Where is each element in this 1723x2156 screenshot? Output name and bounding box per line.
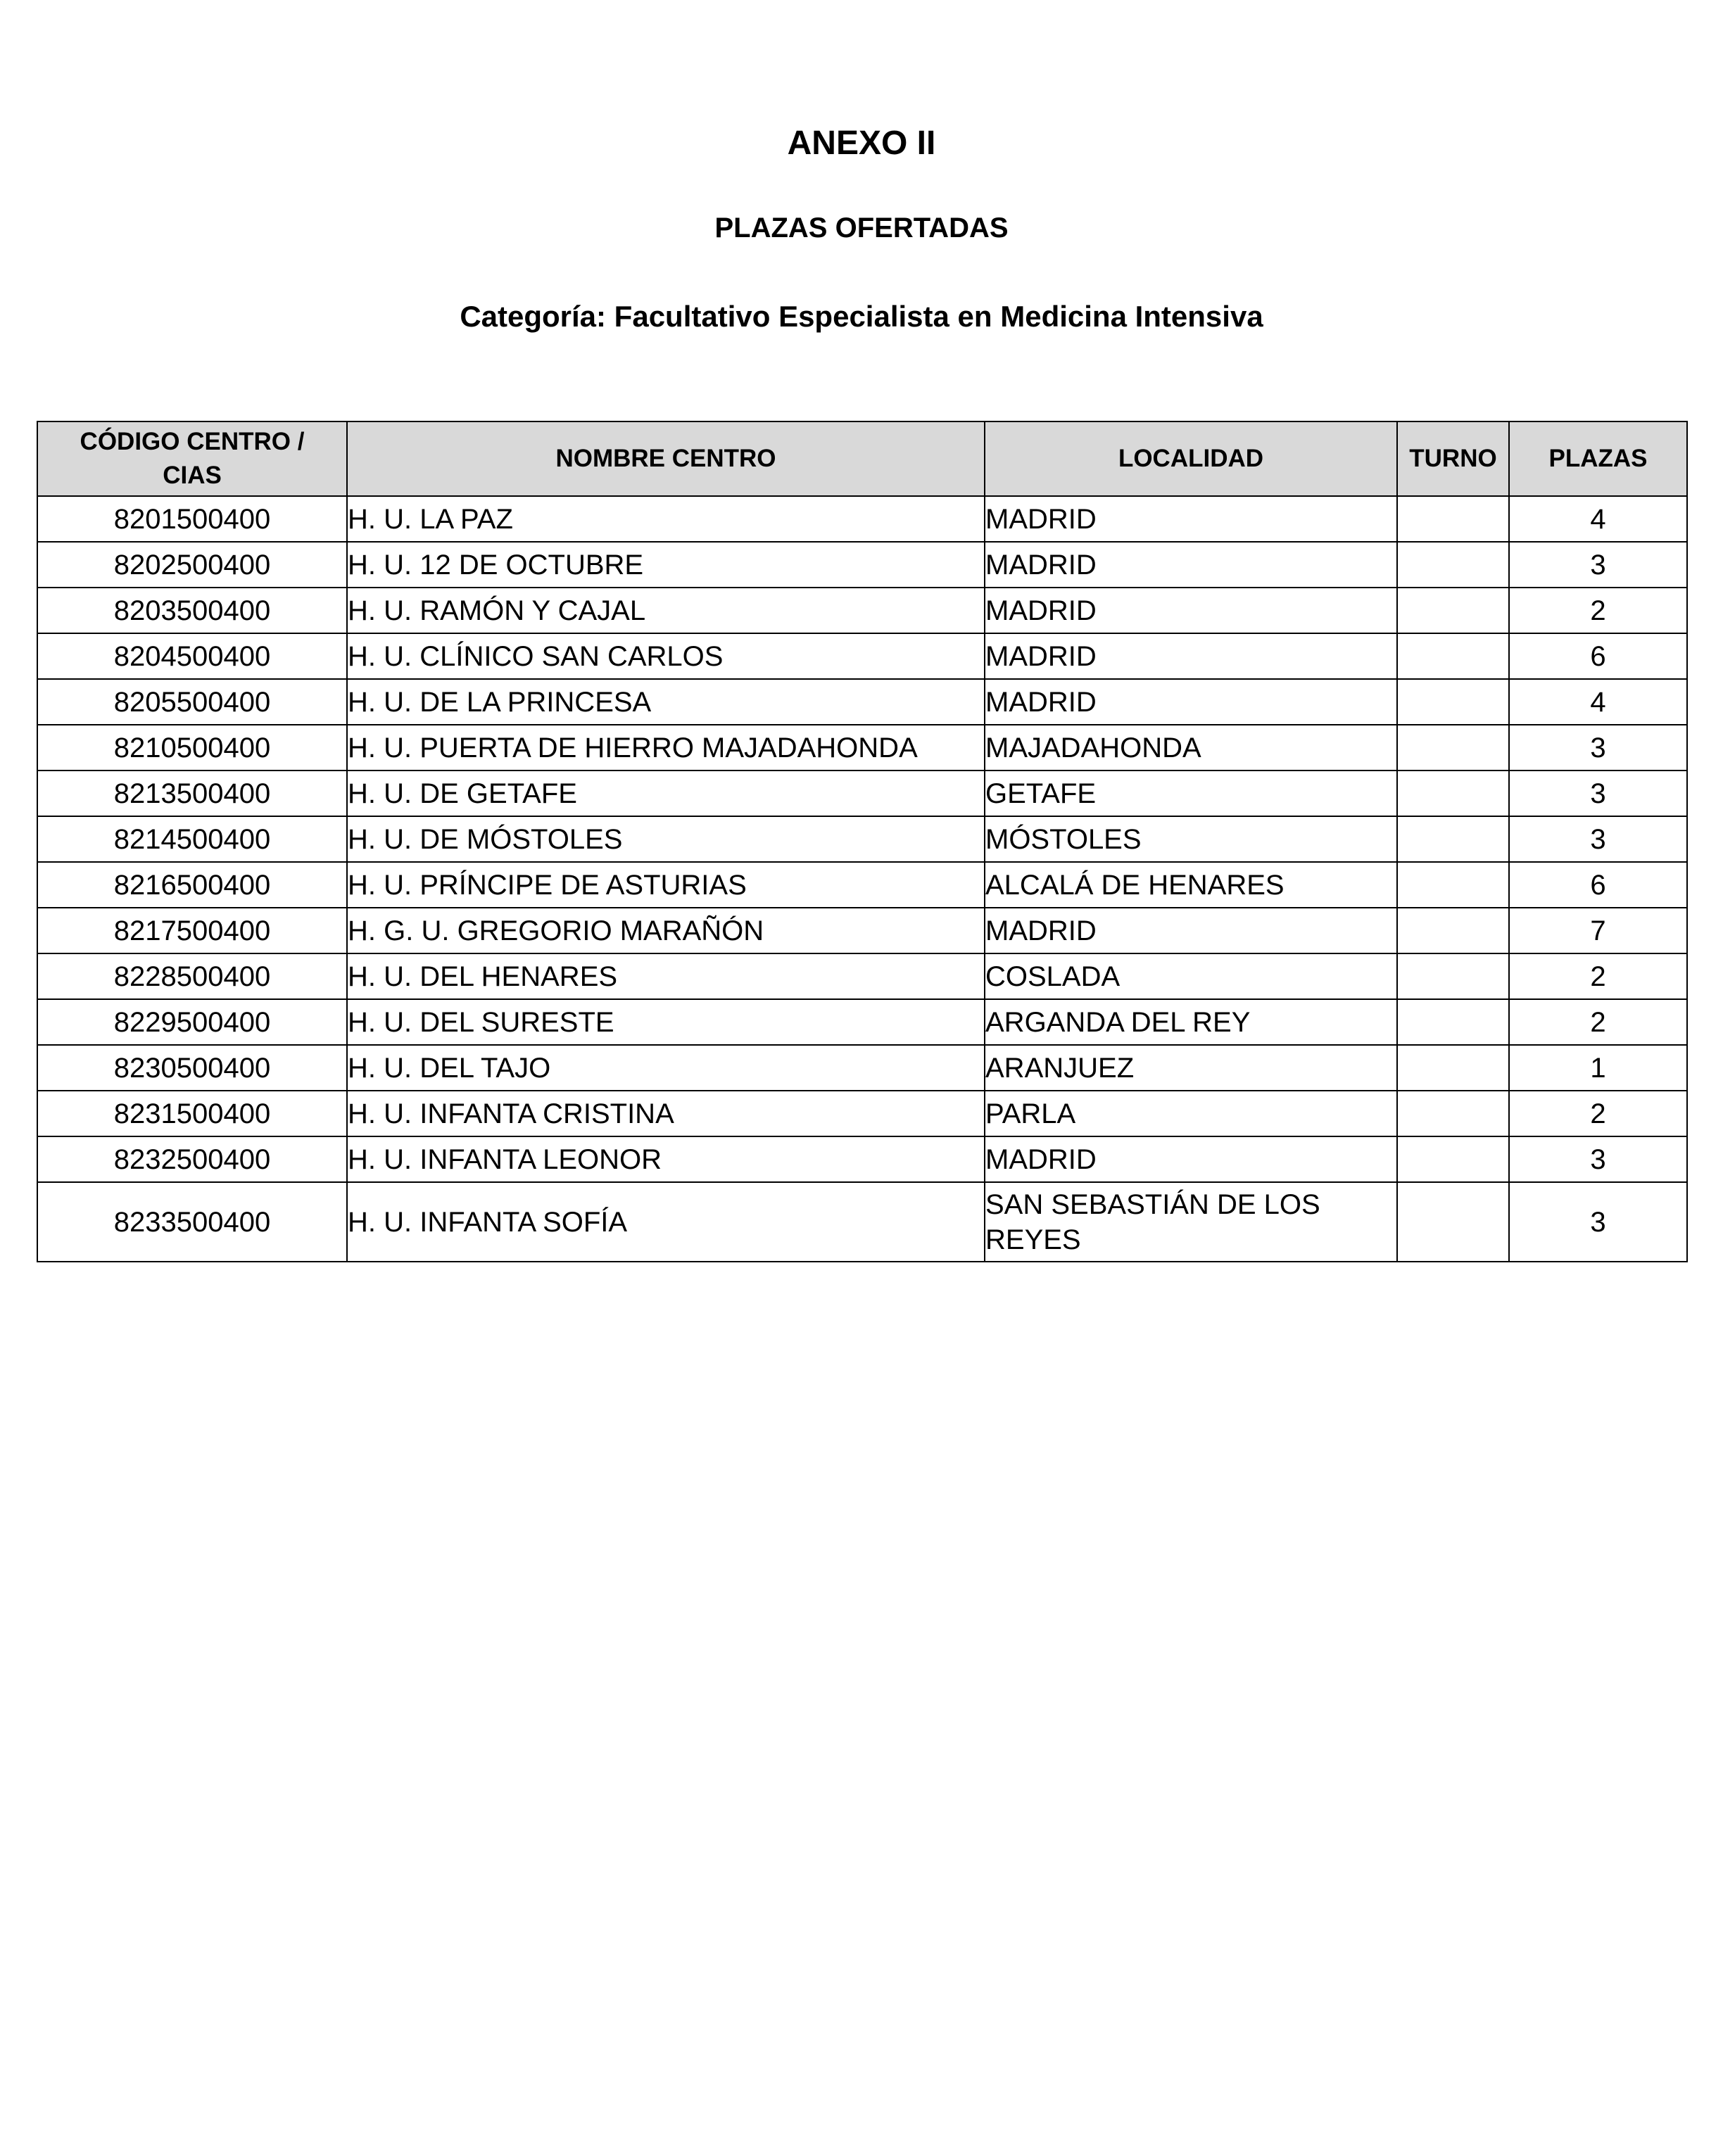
cell-localidad: GETAFE bbox=[985, 771, 1397, 816]
table-row bbox=[37, 953, 1687, 999]
cell-codigo: 8213500400 bbox=[37, 771, 347, 816]
cell-plazas: 6 bbox=[1509, 862, 1687, 908]
cell-codigo: 8210500400 bbox=[37, 725, 347, 771]
cell-nombre: H. U. DE GETAFE bbox=[347, 771, 985, 816]
cell-turno bbox=[1397, 496, 1509, 542]
cell-codigo: 8228500400 bbox=[37, 953, 347, 999]
cell-localidad: MADRID bbox=[985, 679, 1397, 725]
cell-nombre: H. U. DE MÓSTOLES bbox=[347, 816, 985, 862]
cell-codigo: 8231500400 bbox=[37, 1091, 347, 1136]
annex-title: ANEXO II bbox=[787, 125, 936, 162]
cell-codigo: 8201500400 bbox=[37, 496, 347, 542]
header-codigo: CÓDIGO CENTRO / CIAS bbox=[37, 421, 347, 496]
table-header bbox=[37, 421, 1687, 496]
cell-turno bbox=[1397, 1045, 1509, 1091]
header-turno: TURNO bbox=[1397, 421, 1509, 496]
cell-plazas: 2 bbox=[1509, 953, 1687, 999]
cell-plazas: 3 bbox=[1509, 542, 1687, 588]
table-row bbox=[37, 908, 1687, 953]
cell-nombre: H. U. 12 DE OCTUBRE bbox=[347, 542, 985, 588]
cell-plazas: 3 bbox=[1509, 1136, 1687, 1182]
cell-plazas: 3 bbox=[1509, 725, 1687, 771]
cell-localidad: COSLADA bbox=[985, 953, 1397, 999]
cell-localidad: MÓSTOLES bbox=[985, 816, 1397, 862]
cell-localidad: ALCALÁ DE HENARES bbox=[985, 862, 1397, 908]
header-row bbox=[37, 421, 1687, 496]
cell-localidad: MADRID bbox=[985, 908, 1397, 953]
cell-codigo: 8202500400 bbox=[37, 542, 347, 588]
cell-localidad: ARGANDA DEL REY bbox=[985, 999, 1397, 1045]
cell-plazas: 3 bbox=[1509, 1182, 1687, 1262]
cell-plazas: 2 bbox=[1509, 588, 1687, 633]
cell-plazas: 7 bbox=[1509, 908, 1687, 953]
table-row bbox=[37, 862, 1687, 908]
cell-nombre: H. G. U. GREGORIO MARAÑÓN bbox=[347, 908, 985, 953]
cell-localidad: MADRID bbox=[985, 633, 1397, 679]
cell-nombre: H. U. DEL HENARES bbox=[347, 953, 985, 999]
table-body bbox=[37, 496, 1687, 1262]
cell-localidad: SAN SEBASTIÁN DE LOS REYES bbox=[985, 1182, 1397, 1262]
cell-turno bbox=[1397, 908, 1509, 953]
cell-localidad: ARANJUEZ bbox=[985, 1045, 1397, 1091]
cell-turno bbox=[1397, 633, 1509, 679]
cell-localidad: MADRID bbox=[985, 542, 1397, 588]
table-row bbox=[37, 496, 1687, 542]
cell-nombre: H. U. DE LA PRINCESA bbox=[347, 679, 985, 725]
cell-codigo: 8230500400 bbox=[37, 1045, 347, 1091]
cell-turno bbox=[1397, 542, 1509, 588]
cell-turno bbox=[1397, 953, 1509, 999]
table-row bbox=[37, 679, 1687, 725]
cell-turno bbox=[1397, 588, 1509, 633]
cell-plazas: 3 bbox=[1509, 771, 1687, 816]
cell-localidad: MADRID bbox=[985, 496, 1397, 542]
cell-codigo: 8232500400 bbox=[37, 1136, 347, 1182]
cell-codigo: 8233500400 bbox=[37, 1182, 347, 1262]
cell-codigo: 8205500400 bbox=[37, 679, 347, 725]
table-row bbox=[37, 542, 1687, 588]
cell-nombre: H. U. INFANTA LEONOR bbox=[347, 1136, 985, 1182]
table-row bbox=[37, 771, 1687, 816]
cell-codigo: 8229500400 bbox=[37, 999, 347, 1045]
cell-plazas: 3 bbox=[1509, 816, 1687, 862]
cell-turno bbox=[1397, 999, 1509, 1045]
cell-nombre: H. U. DEL SURESTE bbox=[347, 999, 985, 1045]
cell-nombre: H. U. PRÍNCIPE DE ASTURIAS bbox=[347, 862, 985, 908]
cell-plazas: 6 bbox=[1509, 633, 1687, 679]
cell-plazas: 4 bbox=[1509, 679, 1687, 725]
table-row bbox=[37, 816, 1687, 862]
category-line: Categoría: Facultativo Especialista en Medicina Intensiva bbox=[460, 300, 1263, 333]
header-plazas: PLAZAS bbox=[1509, 421, 1687, 496]
cell-nombre: H. U. RAMÓN Y CAJAL bbox=[347, 588, 985, 633]
cell-turno bbox=[1397, 679, 1509, 725]
plazas-table bbox=[37, 421, 1688, 1262]
cell-nombre: H. U. PUERTA DE HIERRO MAJADAHONDA bbox=[347, 725, 985, 771]
cell-nombre: H. U. LA PAZ bbox=[347, 496, 985, 542]
cell-localidad: MADRID bbox=[985, 588, 1397, 633]
table-row bbox=[37, 1136, 1687, 1182]
table-row bbox=[37, 1182, 1687, 1262]
cell-nombre: H. U. DEL TAJO bbox=[347, 1045, 985, 1091]
cell-localidad: MAJADAHONDA bbox=[985, 725, 1397, 771]
cell-codigo: 8203500400 bbox=[37, 588, 347, 633]
cell-localidad: MADRID bbox=[985, 1136, 1397, 1182]
cell-turno bbox=[1397, 1091, 1509, 1136]
cell-nombre: H. U. INFANTA CRISTINA bbox=[347, 1091, 985, 1136]
table-row bbox=[37, 1091, 1687, 1136]
cell-codigo: 8217500400 bbox=[37, 908, 347, 953]
table-row bbox=[37, 725, 1687, 771]
cell-plazas: 2 bbox=[1509, 999, 1687, 1045]
header-nombre: NOMBRE CENTRO bbox=[347, 421, 985, 496]
cell-plazas: 4 bbox=[1509, 496, 1687, 542]
table-row bbox=[37, 999, 1687, 1045]
section-title: PLAZAS OFERTADAS bbox=[714, 213, 1009, 243]
cell-localidad: PARLA bbox=[985, 1091, 1397, 1136]
cell-codigo: 8216500400 bbox=[37, 862, 347, 908]
cell-turno bbox=[1397, 1136, 1509, 1182]
cell-nombre: H. U. INFANTA SOFÍA bbox=[347, 1182, 985, 1262]
cell-turno bbox=[1397, 816, 1509, 862]
cell-codigo: 8214500400 bbox=[37, 816, 347, 862]
cell-plazas: 1 bbox=[1509, 1045, 1687, 1091]
table-row bbox=[37, 1045, 1687, 1091]
header-localidad: LOCALIDAD bbox=[985, 421, 1397, 496]
cell-plazas: 2 bbox=[1509, 1091, 1687, 1136]
cell-turno bbox=[1397, 862, 1509, 908]
cell-turno bbox=[1397, 1182, 1509, 1262]
cell-codigo: 8204500400 bbox=[37, 633, 347, 679]
table-row bbox=[37, 633, 1687, 679]
cell-nombre: H. U. CLÍNICO SAN CARLOS bbox=[347, 633, 985, 679]
table-row bbox=[37, 588, 1687, 633]
cell-turno bbox=[1397, 725, 1509, 771]
cell-turno bbox=[1397, 771, 1509, 816]
